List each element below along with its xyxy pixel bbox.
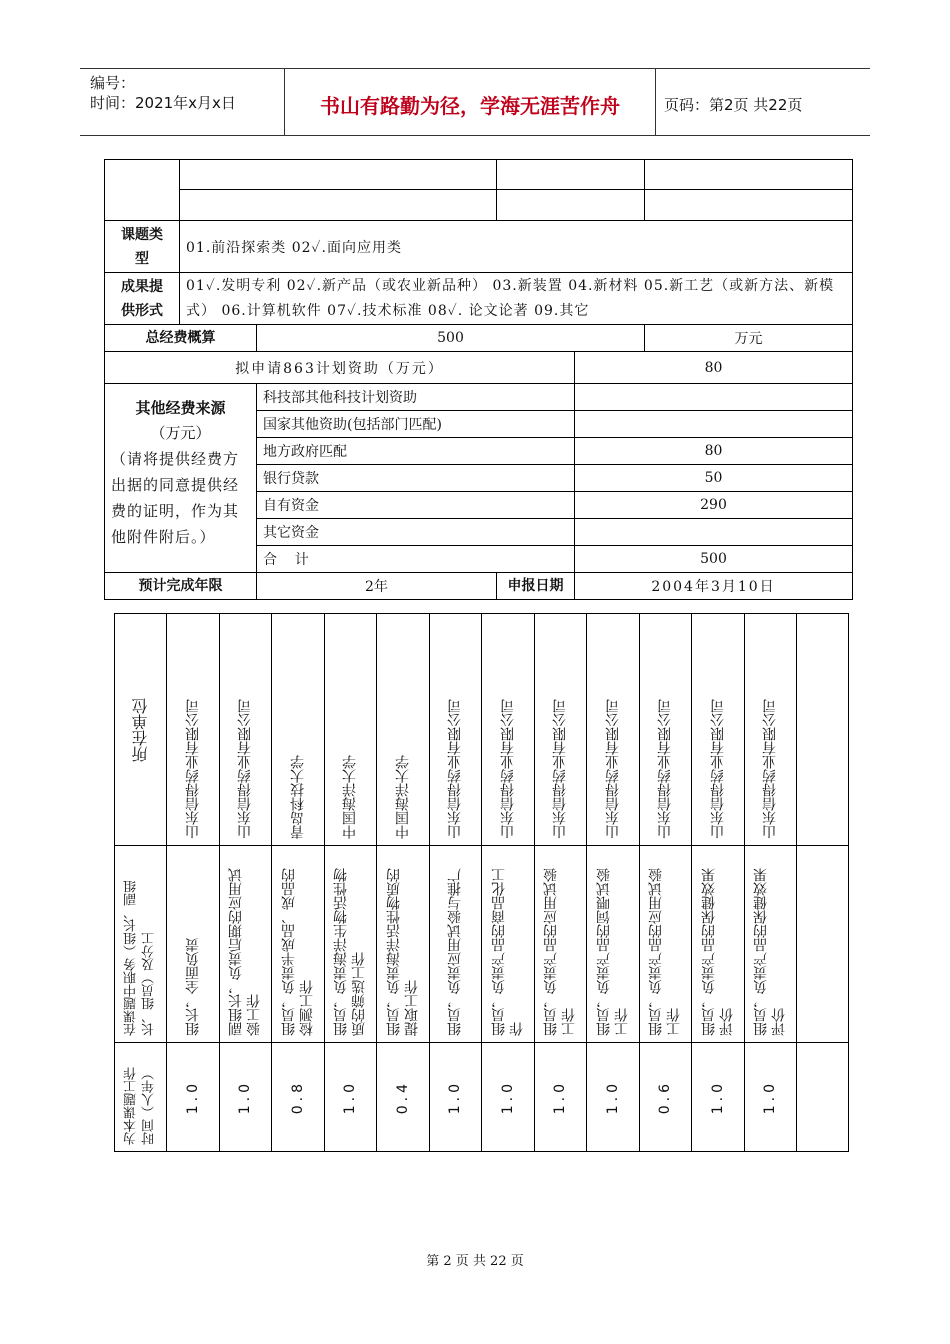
member-duty: 组员，负责产品的保健效果评价 <box>753 868 788 1036</box>
member-unit: 山东信得药业有限公司 <box>709 699 726 839</box>
blank-cell <box>645 190 853 221</box>
member-load-cell <box>587 1043 640 1152</box>
member-unit: 山东信得药业有限公司 <box>604 699 621 839</box>
time-label: 时间：2021年x月x日 <box>90 94 236 112</box>
member-unit: 山东信得药业有限公司 <box>552 699 569 839</box>
topic-type-value: 01.前沿探索类 02✓.面向应用类 <box>180 221 853 273</box>
blank-column-cell <box>797 846 849 1043</box>
source-name: 国家其他资助(包括部门匹配) <box>257 411 575 438</box>
other-funding-unit: （万元） <box>150 424 211 442</box>
source-value <box>575 519 853 546</box>
source-value: 290 <box>575 492 853 519</box>
member-load-cell <box>377 1043 430 1152</box>
blank-cell <box>180 190 497 221</box>
member-duty-cell <box>587 846 640 1043</box>
header-divider-left <box>284 68 285 136</box>
source-name: 科技部其他科技计划资助 <box>257 384 575 411</box>
source-total-value: 500 <box>575 546 853 573</box>
member-load-cell <box>219 1043 272 1152</box>
results-form-label: 成果提供形式 <box>105 273 180 325</box>
duty-header-cell <box>115 846 167 1043</box>
member-unit-cell <box>639 614 692 846</box>
source-value <box>575 384 853 411</box>
blank-cell <box>180 160 497 190</box>
member-duty-cell <box>482 846 535 1043</box>
blank-column-cell <box>797 614 849 846</box>
member-unit-cell <box>324 614 377 846</box>
member-load: 0.4 <box>394 1079 411 1115</box>
motto: 书山有路勤为径，学海无涯苦作舟 <box>320 94 620 118</box>
member-duty: 组员，负责半成品、成品的检测工作 <box>280 868 315 1036</box>
member-duty: 组员，负责产品的商品化工作 <box>490 868 525 1036</box>
member-unit-cell <box>534 614 587 846</box>
blank-column-cell <box>797 1043 849 1152</box>
budget-value: 500 <box>257 325 645 352</box>
member-load: 0.8 <box>289 1079 306 1115</box>
apply-funding-label: 拟申请863计划资助（万元） <box>105 352 575 384</box>
member-unit-cell <box>482 614 535 846</box>
member-unit-cell <box>429 614 482 846</box>
member-unit: 山东信得药业有限公司 <box>762 699 779 839</box>
duty-header: 在课题中职务（组长、副组长、组员）及分工 <box>123 880 157 1036</box>
member-duty-cell <box>377 846 430 1043</box>
member-duty: 组员，负责应用试验与推广 <box>447 868 464 1036</box>
member-duty-cell <box>692 846 745 1043</box>
member-unit-cell <box>377 614 430 846</box>
member-load-cell <box>429 1043 482 1152</box>
member-load-cell <box>692 1043 745 1152</box>
source-total-name: 合 计 <box>257 546 575 573</box>
member-load: 1.0 <box>499 1079 516 1115</box>
member-unit: 青岛科技大学 <box>289 755 306 839</box>
header-bottom-rule <box>80 135 870 136</box>
results-form-value: 01✓.发明专利 02✓.新产品（或农业新品种） 03.新装置 04.新材料 05.新工艺（或新方法、新模式） 06.计算机软件 07✓.技术标准 08✓. 论文论著 09.其它 <box>180 273 853 325</box>
header-top-rule <box>80 68 870 69</box>
member-duty-cell <box>272 846 325 1043</box>
member-load: 1.0 <box>237 1079 254 1115</box>
member-unit-cell <box>744 614 797 846</box>
member-unit: 山东信得药业有限公司 <box>499 699 516 839</box>
member-load: 1.0 <box>342 1079 359 1115</box>
member-load: 0.6 <box>657 1079 674 1115</box>
member-load-cell <box>744 1043 797 1152</box>
page-footer: 第 2 页 共 22 页 <box>426 1254 524 1269</box>
source-value <box>575 411 853 438</box>
member-load: 1.0 <box>604 1079 621 1115</box>
member-load-cell <box>482 1043 535 1152</box>
member-duty: 副组长，负责后期的应用试验工作 <box>228 868 263 1036</box>
other-funding-note: （请将提供经费方出据的同意提供经费的证明，作为其他附件附后。） <box>111 450 240 546</box>
member-unit-cell <box>692 614 745 846</box>
member-duty: 组员，负责海洋活性物质的提取工作 <box>385 868 420 1036</box>
members-table <box>114 613 849 1152</box>
member-load-cell <box>272 1043 325 1152</box>
source-name: 地方政府匹配 <box>257 438 575 465</box>
source-value: 50 <box>575 465 853 492</box>
page-label: 页码：第2页 共22页 <box>664 96 803 114</box>
load-header-cell <box>115 1043 167 1152</box>
load-header: 为本课题工作时间（人年） <box>123 1067 157 1145</box>
header-divider-right <box>655 68 656 136</box>
blank-cell <box>497 160 645 190</box>
other-funding-label <box>105 384 257 573</box>
budget-unit: 万元 <box>645 325 853 352</box>
date-value: 2004年3月10日 <box>575 573 853 600</box>
member-unit: 山东信得药业有限公司 <box>657 699 674 839</box>
member-unit: 中国海洋大学 <box>394 755 411 839</box>
source-name: 银行贷款 <box>257 465 575 492</box>
member-duty-cell <box>429 846 482 1043</box>
period-value: 2年 <box>257 573 497 600</box>
member-duty-cell <box>167 846 220 1043</box>
member-load: 1.0 <box>184 1079 201 1115</box>
source-name: 其它资金 <box>257 519 575 546</box>
topic-type-label: 课题类型 <box>105 221 180 273</box>
member-load-cell <box>324 1043 377 1152</box>
member-duty: 组员，负责产品的应用试验工作 <box>543 868 578 1036</box>
member-unit-cell <box>587 614 640 846</box>
member-duty-cell <box>324 846 377 1043</box>
blank-label-cell <box>105 160 180 221</box>
unit-header: 所在单位 <box>131 697 150 762</box>
budget-label: 总经费概算 <box>105 325 257 352</box>
member-duty: 组员，负责产品的应用试验工作 <box>648 868 683 1036</box>
member-load-cell <box>534 1043 587 1152</box>
member-duty-cell <box>534 846 587 1043</box>
member-load: 1.0 <box>709 1079 726 1115</box>
date-label: 申报日期 <box>497 573 575 600</box>
member-load: 1.0 <box>447 1079 464 1115</box>
member-duty-cell <box>639 846 692 1043</box>
member-unit: 山东信得药业有限公司 <box>184 699 201 839</box>
application-form <box>104 159 853 600</box>
unit-header-cell <box>115 614 167 846</box>
member-duty: 组长，全面负责 <box>184 938 201 1036</box>
member-unit-cell <box>272 614 325 846</box>
member-unit: 中国海洋大学 <box>342 755 359 839</box>
member-duty-cell <box>219 846 272 1043</box>
member-duty: 组员，负责海洋生物活性物质的筛选工作 <box>333 868 368 1036</box>
member-load-cell <box>167 1043 220 1152</box>
member-unit: 山东信得药业有限公司 <box>237 699 254 839</box>
blank-cell <box>497 190 645 221</box>
other-funding-title: 其他经费来源 <box>135 399 226 417</box>
member-duty: 组员，负责产品的保健效果评价 <box>700 868 735 1036</box>
source-name: 自有资金 <box>257 492 575 519</box>
member-duty: 组员，负责产品的饲喂试验工作 <box>595 868 630 1036</box>
member-load: 1.0 <box>762 1079 779 1115</box>
member-load-cell <box>639 1043 692 1152</box>
member-duty-cell <box>744 846 797 1043</box>
member-load: 1.0 <box>552 1079 569 1115</box>
member-unit-cell <box>167 614 220 846</box>
code-label: 编号： <box>90 74 136 92</box>
member-unit: 山东信得药业有限公司 <box>447 699 464 839</box>
blank-cell <box>645 160 853 190</box>
member-unit-cell <box>219 614 272 846</box>
apply-funding-value: 80 <box>575 352 853 384</box>
period-label: 预计完成年限 <box>105 573 257 600</box>
source-value: 80 <box>575 438 853 465</box>
